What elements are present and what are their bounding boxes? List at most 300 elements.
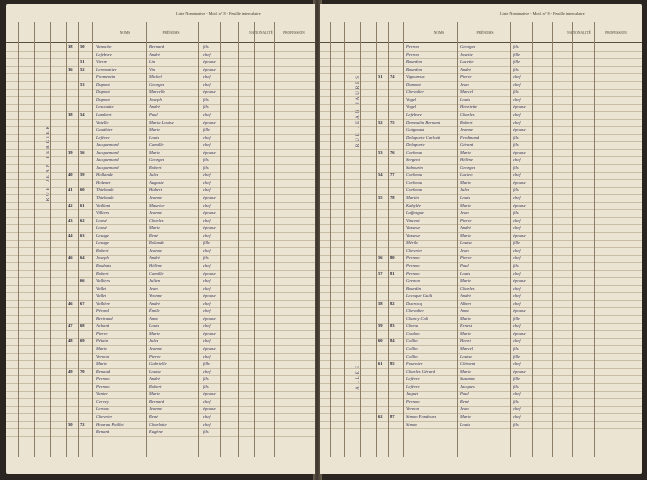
household-relation: fille — [513, 51, 521, 57]
surname: Perron — [406, 51, 419, 57]
household-relation: épouse — [513, 179, 526, 185]
given-name: Hélène — [460, 157, 474, 163]
given-name: Anne — [460, 308, 470, 314]
household-relation: fille — [203, 127, 211, 133]
household-relation: épouse — [203, 293, 216, 299]
column-rule — [510, 22, 511, 457]
given-name: Jeanne — [149, 406, 163, 412]
column-rule — [330, 22, 331, 457]
surname: Jacquemard — [96, 142, 119, 148]
given-name: Pierre — [460, 217, 472, 223]
surname: Roubaix — [96, 262, 112, 268]
given-name: Marie — [460, 232, 472, 238]
surname: Loosé — [96, 217, 107, 223]
surname: Delaporte — [406, 142, 425, 148]
household-relation: épouse — [513, 127, 526, 133]
column-rule — [457, 22, 458, 457]
household-relation: chef — [203, 111, 211, 117]
household-relation: chef — [203, 300, 211, 306]
household-relation: chef — [203, 179, 211, 185]
col-profession: PROFESSION — [283, 31, 305, 35]
given-name: André — [460, 225, 472, 231]
left-page — [6, 4, 315, 474]
dwelling-number: 50 — [80, 44, 85, 49]
household-relation: chef — [203, 421, 211, 427]
right-street-name-2: ALLÉE — [356, 364, 361, 390]
dwelling-number: 59 — [80, 172, 85, 178]
surname: Chevrier — [96, 413, 113, 419]
household-relation: épouse — [513, 149, 526, 155]
household-relation: épouse — [513, 104, 526, 110]
column-rule — [376, 22, 377, 457]
household-relation: chef — [513, 406, 521, 412]
household-relation: chef — [513, 111, 521, 117]
household-relation: fils — [513, 262, 519, 268]
given-name: Georges — [149, 157, 165, 163]
surname: Vernon — [406, 406, 420, 412]
surname: Vincent — [406, 217, 420, 223]
surname: Vogel — [406, 104, 417, 110]
given-name: Clément — [460, 361, 476, 367]
surname: Hollande — [96, 172, 114, 178]
surname: Pernon — [96, 376, 110, 382]
surname: Vasseur — [406, 225, 421, 231]
surname: Simon Fondeurs — [406, 413, 437, 419]
given-name: Suzanne — [460, 376, 476, 382]
household-relation: épouse — [203, 59, 216, 65]
given-name: Jules — [149, 338, 159, 344]
given-name: Marie — [460, 278, 472, 284]
given-name: Marie — [149, 330, 161, 336]
given-name: Louis — [149, 134, 160, 140]
given-name: Robert — [460, 119, 473, 125]
dwelling-number: 82 — [390, 300, 395, 306]
household-relation: fils — [203, 96, 209, 102]
given-name: André — [149, 104, 161, 110]
household-relation: chef — [203, 81, 211, 87]
given-name: Maurice — [149, 202, 165, 208]
household-number: 49 — [68, 368, 73, 374]
surname: Dupont — [96, 81, 110, 87]
dwelling-number: 76 — [390, 149, 395, 155]
surname: Vanier — [96, 391, 108, 397]
household-relation: fils — [513, 187, 519, 193]
surname: Corbeau — [406, 187, 423, 193]
col-prenoms: PRÉNOMS — [162, 31, 180, 35]
household-relation: chef — [513, 361, 521, 367]
surname: Perron — [406, 44, 419, 49]
surname: Bourdon — [406, 59, 422, 65]
given-name: Louise — [460, 240, 473, 246]
household-relation: fils — [203, 44, 209, 49]
household-relation: chef — [513, 255, 521, 261]
column-rule — [198, 22, 199, 457]
dwelling-number: 72 — [80, 421, 85, 427]
household-relation: épouse — [203, 210, 216, 216]
given-name: Marie — [460, 149, 472, 155]
surname: Laffargue — [406, 210, 424, 216]
given-name: Henri — [460, 338, 471, 344]
column-rule — [572, 22, 573, 457]
household-relation: chef — [203, 308, 211, 314]
household-relation: chef — [513, 338, 521, 344]
household-number: 55 — [378, 195, 383, 200]
household-relation: chef — [513, 74, 521, 80]
surname: Marie — [96, 361, 108, 367]
household-number: 62 — [378, 413, 383, 419]
col-nationalite: NATIONALITÉ — [249, 31, 273, 35]
household-relation: épouse — [203, 195, 216, 200]
household-relation: fils — [513, 383, 519, 389]
dwelling-number: 81 — [390, 270, 395, 276]
household-relation: chef — [513, 217, 521, 223]
surname: Vasseur — [406, 232, 421, 238]
surname: Achard — [96, 323, 110, 329]
given-name: Marie — [460, 368, 472, 374]
column-rule — [254, 22, 255, 457]
given-name: Marie — [149, 225, 161, 231]
column-rule — [220, 22, 221, 457]
given-name: Paul — [460, 262, 469, 268]
surname: Demoulin Bernard — [406, 119, 441, 125]
household-relation: épouse — [513, 232, 526, 238]
given-name: Maria Louise — [149, 119, 174, 125]
surname: Vaillant — [96, 202, 111, 208]
household-number: 59 — [378, 323, 383, 329]
household-relation: chef — [203, 51, 211, 57]
given-name: Jean — [460, 81, 469, 87]
given-name: René — [149, 413, 159, 419]
surname: Vatelle — [96, 119, 109, 125]
surname: Pernon — [406, 270, 420, 276]
dwelling-number: 83 — [390, 323, 395, 329]
household-relation: chef — [513, 293, 521, 299]
given-name: Robert — [149, 383, 162, 389]
column-rule — [344, 22, 345, 457]
surname: Loosé — [96, 225, 107, 231]
surname: Robert — [96, 247, 109, 253]
given-name: Marie — [460, 315, 472, 321]
surname: Hoarau Paillet — [96, 421, 124, 427]
surname: Holzner — [96, 179, 111, 185]
dwelling-number: 68 — [80, 323, 85, 329]
household-number: 54 — [378, 172, 383, 178]
given-name: Pierre — [460, 255, 472, 261]
household-relation: chef — [203, 278, 211, 284]
given-name: Jeanne — [460, 127, 474, 133]
column-rule — [274, 22, 275, 457]
surname: Joseph — [96, 255, 109, 261]
surname: Fournier — [406, 361, 423, 367]
given-name: Camille — [149, 270, 164, 276]
dwelling-number: 69 — [80, 338, 85, 344]
given-name: Jean — [149, 285, 158, 291]
household-relation: fils — [513, 210, 519, 216]
given-name: Lin — [149, 59, 156, 65]
surname: Vallet — [96, 285, 107, 291]
given-name: Louis — [460, 195, 471, 200]
household-relation: chef — [203, 247, 211, 253]
household-relation: chef — [203, 217, 211, 223]
household-relation: chef — [203, 74, 211, 80]
given-name: Pierre — [460, 74, 472, 80]
given-name: René — [149, 232, 159, 238]
surname: Vogel — [406, 96, 417, 102]
surname: Corbeau — [406, 179, 423, 185]
surname: Lesage — [96, 232, 110, 238]
given-name: Marie — [149, 149, 161, 155]
dwelling-number: 52 — [80, 66, 85, 72]
column-rule — [34, 22, 35, 457]
dwelling-number: 51 — [80, 59, 85, 65]
right-page — [320, 4, 642, 474]
surname: Vernon — [96, 353, 110, 359]
given-name: Louis — [460, 96, 471, 102]
given-name: André — [149, 255, 161, 261]
household-relation: fille — [513, 59, 521, 65]
surname: Vigoureux — [406, 74, 425, 80]
surname: Pétain — [96, 338, 108, 344]
household-relation: chef — [513, 270, 521, 276]
surname: Jacquemard — [96, 149, 119, 155]
surname: Pérard — [96, 308, 109, 314]
household-relation: fils — [203, 383, 209, 389]
household-relation: fils — [513, 164, 519, 170]
household-relation: chef — [513, 96, 521, 102]
given-name: Louis — [149, 323, 160, 329]
household-relation: fille — [513, 240, 521, 246]
given-name: Ferdinand — [460, 134, 480, 140]
given-name: Jules — [149, 172, 159, 178]
column-rule — [403, 22, 404, 457]
column-rule — [388, 22, 389, 457]
household-relation: épouse — [203, 66, 216, 72]
household-number: 41 — [68, 187, 73, 193]
col-profession-right: PROFESSION — [605, 31, 627, 35]
given-name: Marie — [460, 179, 472, 185]
given-name: Georges — [149, 81, 165, 87]
given-name: Paul — [460, 391, 469, 397]
surname: Pernon — [406, 262, 420, 268]
given-name: André — [149, 51, 161, 57]
dwelling-number: 54 — [80, 111, 85, 117]
dwelling-number: 67 — [80, 300, 85, 306]
household-relation: épouse — [203, 119, 216, 125]
household-number: 57 — [378, 270, 383, 276]
surname: Sabourin — [406, 164, 423, 170]
surname: Simon — [406, 421, 418, 427]
household-number: 52 — [378, 119, 383, 125]
given-name: Charles — [460, 111, 475, 117]
given-name: Jean — [460, 210, 469, 216]
household-relation: chef — [513, 391, 521, 397]
household-relation: chef — [203, 368, 211, 374]
household-relation: fils — [513, 421, 519, 427]
surname: Bertrand — [96, 315, 113, 321]
household-relation: fils — [203, 376, 209, 382]
surname: Pernon — [406, 398, 420, 404]
household-relation: chef — [203, 232, 211, 238]
household-relation: fils — [203, 429, 209, 435]
given-name: Robert — [149, 164, 162, 170]
household-relation: chef — [203, 323, 211, 329]
household-relation: chef — [203, 353, 211, 359]
surname: Chevalier — [406, 308, 425, 314]
surname: Charles Gérard — [406, 368, 436, 374]
household-relation: épouse — [203, 149, 216, 155]
given-name: Rolande — [149, 240, 165, 246]
household-relation: chef — [203, 142, 211, 148]
col-nationalite-right: NATIONALITÉ — [567, 31, 591, 35]
given-name: Marie — [460, 330, 472, 336]
household-relation: fils — [203, 255, 209, 261]
dwelling-number: 78 — [390, 195, 395, 200]
given-name: Julien — [149, 278, 161, 284]
household-relation: épouse — [203, 346, 216, 351]
given-name: René — [460, 398, 470, 404]
column-rule — [66, 22, 67, 457]
given-name: Eugène — [149, 429, 163, 435]
surname: Renaud — [96, 368, 111, 374]
surname: Thiebault — [96, 195, 114, 200]
dwelling-number: 56 — [80, 149, 85, 155]
column-rule — [146, 22, 147, 457]
given-name: Jeanne — [149, 210, 163, 216]
household-relation: épouse — [203, 89, 216, 95]
given-name: Lucette — [460, 59, 474, 65]
dwelling-number: 62 — [80, 217, 85, 223]
given-name: Jules — [460, 187, 470, 193]
given-name: Hélène — [149, 262, 163, 268]
col-noms: NOMS — [119, 31, 131, 35]
surname: Guignaud — [406, 127, 425, 133]
surname: Leroux — [96, 406, 109, 412]
household-relation: chef — [203, 172, 211, 178]
surname: Collin — [406, 353, 418, 359]
household-relation: chef — [513, 323, 521, 329]
given-name: Georges — [460, 44, 476, 49]
household-number: 38 — [68, 111, 73, 117]
household-relation: chef — [513, 172, 521, 178]
given-name: Henriette — [460, 104, 478, 110]
household-relation: fils — [203, 157, 209, 163]
given-name: André — [149, 376, 161, 382]
household-number: 46 — [68, 255, 73, 261]
given-name: Louise — [460, 353, 473, 359]
given-name: Joseph — [149, 96, 162, 102]
surname: Corbeau — [406, 149, 423, 155]
dwelling-number: 74 — [390, 74, 395, 80]
surname: Lefebvre — [406, 111, 422, 117]
dwelling-number: 63 — [80, 232, 85, 238]
household-relation: chef — [203, 285, 211, 291]
column-rule — [238, 22, 239, 457]
household-number: 60 — [378, 338, 383, 344]
surname: Lefèvre — [96, 134, 110, 140]
dwelling-number: 70 — [80, 368, 85, 374]
surname: Sergent — [406, 157, 420, 163]
household-relation: chef — [203, 187, 211, 193]
given-name: Gabrielle — [149, 361, 167, 367]
surname: Fromentin — [96, 74, 116, 80]
given-name: Marcelle — [149, 89, 166, 95]
household-number: 38 — [68, 44, 73, 49]
household-relation: épouse — [513, 202, 526, 208]
dwelling-number: 66 — [80, 278, 85, 284]
surname: Bourdin — [406, 285, 421, 291]
column-rule — [92, 22, 93, 457]
given-name: Pierre — [149, 353, 161, 359]
surname: Lesage — [96, 240, 110, 246]
given-name: Charles — [460, 285, 475, 291]
household-relation: chef — [203, 134, 211, 140]
surname: Robert — [96, 270, 109, 276]
household-relation: épouse — [203, 270, 216, 276]
household-relation: chef — [203, 398, 211, 404]
surname: Kabylée — [406, 202, 422, 208]
surname: Corbeau — [406, 172, 423, 178]
surname: Marie — [96, 346, 108, 351]
given-name: Paul — [149, 111, 158, 117]
column-rule — [532, 22, 533, 457]
household-relation: chef — [513, 285, 521, 291]
given-name: Charles — [149, 217, 164, 223]
surname: Charcy Coll — [406, 315, 429, 321]
surname: Dupont — [96, 89, 110, 95]
given-name: Bernard — [149, 398, 165, 404]
household-relation: épouse — [203, 315, 216, 321]
surname: Martin — [406, 195, 419, 200]
household-relation: épouse — [513, 308, 526, 314]
column-rule — [552, 22, 553, 457]
surname: Chevalier — [406, 89, 425, 95]
household-relation: fils — [513, 142, 519, 148]
household-relation: fille — [513, 353, 521, 359]
column-rule — [18, 22, 19, 457]
household-number: 53 — [378, 149, 383, 155]
surname: Bourdon — [406, 66, 422, 72]
surname: Jaquet — [406, 391, 419, 397]
given-name: Jean — [460, 406, 469, 412]
surname: Pierre — [96, 330, 108, 336]
surname: Lermontier — [96, 66, 117, 72]
surname: Lefebvre — [96, 51, 112, 57]
surname: Vallet — [96, 293, 107, 299]
surname: Collin — [406, 346, 418, 351]
surname: Ducrocq — [406, 300, 422, 306]
given-name: Ernest — [460, 323, 472, 329]
household-relation: fils — [513, 398, 519, 404]
household-relation: chef — [203, 338, 211, 344]
household-number: 39 — [68, 149, 73, 155]
household-number: 46 — [68, 300, 73, 306]
column-rule — [360, 22, 361, 457]
surname: Vierre — [96, 59, 108, 65]
household-relation: fille — [513, 315, 521, 321]
dwelling-number: 77 — [390, 172, 395, 178]
surname: Pernon — [96, 383, 110, 389]
left-column-header — [6, 22, 315, 43]
household-relation: épouse — [513, 330, 526, 336]
surname: Delaporte Carlotti — [406, 134, 441, 140]
given-name: Jeanne — [149, 247, 163, 253]
col-prenoms-right: PRÉNOMS — [476, 31, 494, 35]
surname: Villiers — [96, 210, 110, 216]
given-name: Lucien — [460, 172, 473, 178]
left-page-header: Liste Nominative - Mod. n° 8 - Feuille intercalaire — [176, 11, 261, 16]
surname: Gauthier — [96, 127, 113, 133]
left-street-name: RUE JEAN PERRIER — [46, 124, 51, 202]
